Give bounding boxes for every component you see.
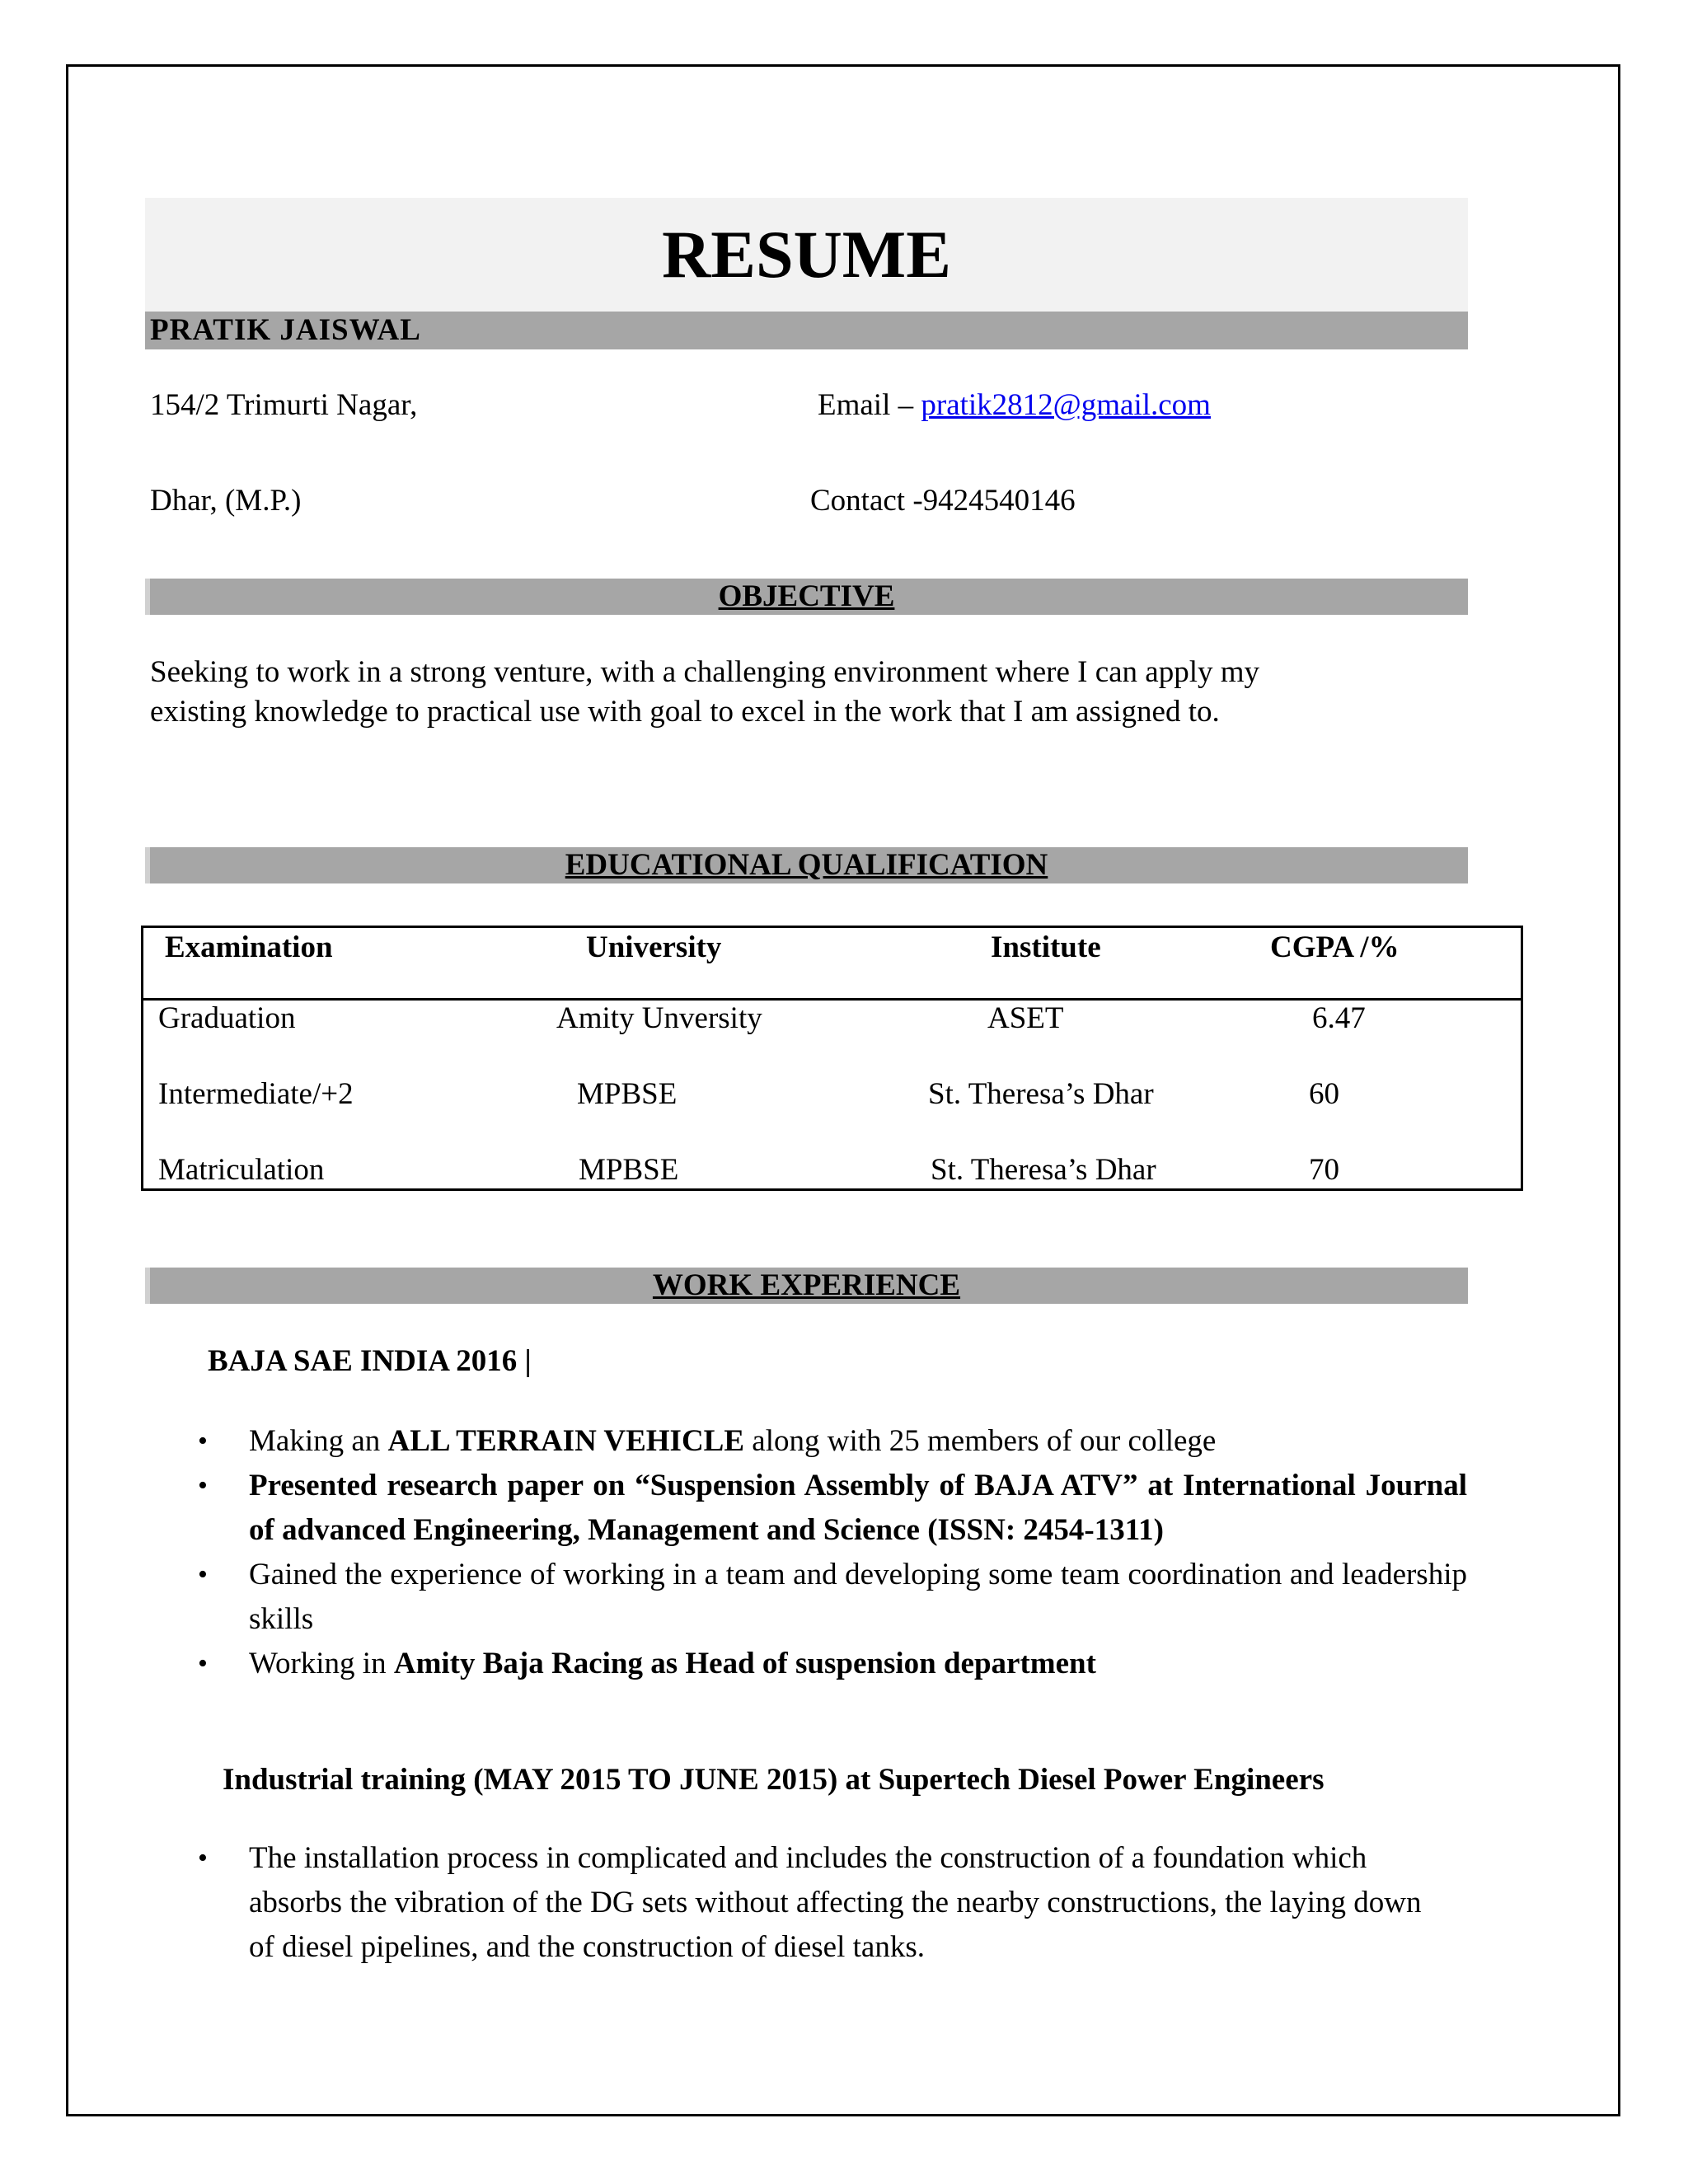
- resume-title: RESUME: [662, 217, 951, 292]
- objective-heading: OBJECTIVE: [718, 579, 895, 613]
- cell-cgpa: 60: [1309, 1077, 1339, 1111]
- cell-institute: St. Theresa’s Dhar: [928, 1077, 1154, 1111]
- address-line-2: Dhar, (M.P.): [150, 484, 302, 518]
- email-label: Email –: [818, 388, 921, 422]
- bullet-icon: •: [198, 1648, 208, 1679]
- training-bullet-list: [198, 1836, 1451, 1970]
- col-cgpa: CGPA /%: [1270, 930, 1400, 964]
- email-row: [818, 387, 1211, 423]
- email-link[interactable]: pratik2812@gmail.com: [921, 388, 1211, 422]
- baja-title: BAJA SAE INDIA 2016 |: [208, 1344, 532, 1378]
- bullet-icon: •: [198, 1426, 208, 1456]
- cell-exam: Intermediate/+2: [158, 1077, 354, 1111]
- training-title: Industrial training (MAY 2015 TO JUNE 2015) at Supertech Diesel Power Engineers: [223, 1763, 1325, 1797]
- col-examination: Examination: [165, 930, 333, 964]
- cell-exam: Graduation: [158, 1001, 296, 1035]
- list-item: • The installation process in complicated and includes the construction of a foundation which absorbs the vibration of the DG sets without affecting the nearby constructions, the laying down of diesel pipelines, and the construction of diesel tanks.: [198, 1836, 1451, 1970]
- col-university: University: [586, 930, 722, 964]
- cell-institute: St. Theresa’s Dhar: [931, 1153, 1156, 1187]
- cell-university: MPBSE: [579, 1153, 679, 1187]
- list-item: • Gained the experience of working in a team and developing some team coordination and leadership skills: [198, 1553, 1467, 1642]
- phone-contact: Contact -9424540146: [810, 484, 1076, 518]
- cell-exam: Matriculation: [158, 1153, 325, 1187]
- cell-university: MPBSE: [577, 1077, 678, 1111]
- cell-cgpa: 6.47: [1312, 1001, 1366, 1035]
- bullet-icon: •: [198, 1843, 208, 1873]
- bullet-icon: •: [198, 1559, 208, 1590]
- candidate-name: PRATIK JAISWAL: [150, 313, 421, 347]
- objective-line-2: existing knowledge to practical use with goal to excel in the work that I am assigned to.: [150, 695, 1220, 729]
- bullet-icon: •: [198, 1470, 208, 1501]
- list-item: • Presented research paper on “Suspension Assembly of BAJA ATV” at International Journal of advanced Engineering, Management and Science (ISSN: 2454-1311): [198, 1464, 1467, 1553]
- list-item: • Working in Amity Baja Racing as Head of suspension department: [198, 1642, 1467, 1686]
- baja-bullet-list: [198, 1419, 1467, 1686]
- address-line-1: 154/2 Trimurti Nagar,: [150, 388, 418, 422]
- col-institute: Institute: [991, 930, 1101, 964]
- cell-institute: ASET: [987, 1001, 1064, 1035]
- objective-line-1: Seeking to work in a strong venture, with a challenging environment where I can apply my: [150, 655, 1260, 689]
- education-table: [141, 926, 1523, 1191]
- objective-text: [150, 653, 1386, 732]
- education-heading: EDUCATIONAL QUALIFICATION: [565, 848, 1048, 882]
- cell-university: Amity Unversity: [556, 1001, 762, 1035]
- work-heading: WORK EXPERIENCE: [652, 1268, 961, 1302]
- list-item: • Making an ALL TERRAIN VEHICLE along with 25 members of our college: [198, 1419, 1467, 1464]
- cell-cgpa: 70: [1309, 1153, 1339, 1187]
